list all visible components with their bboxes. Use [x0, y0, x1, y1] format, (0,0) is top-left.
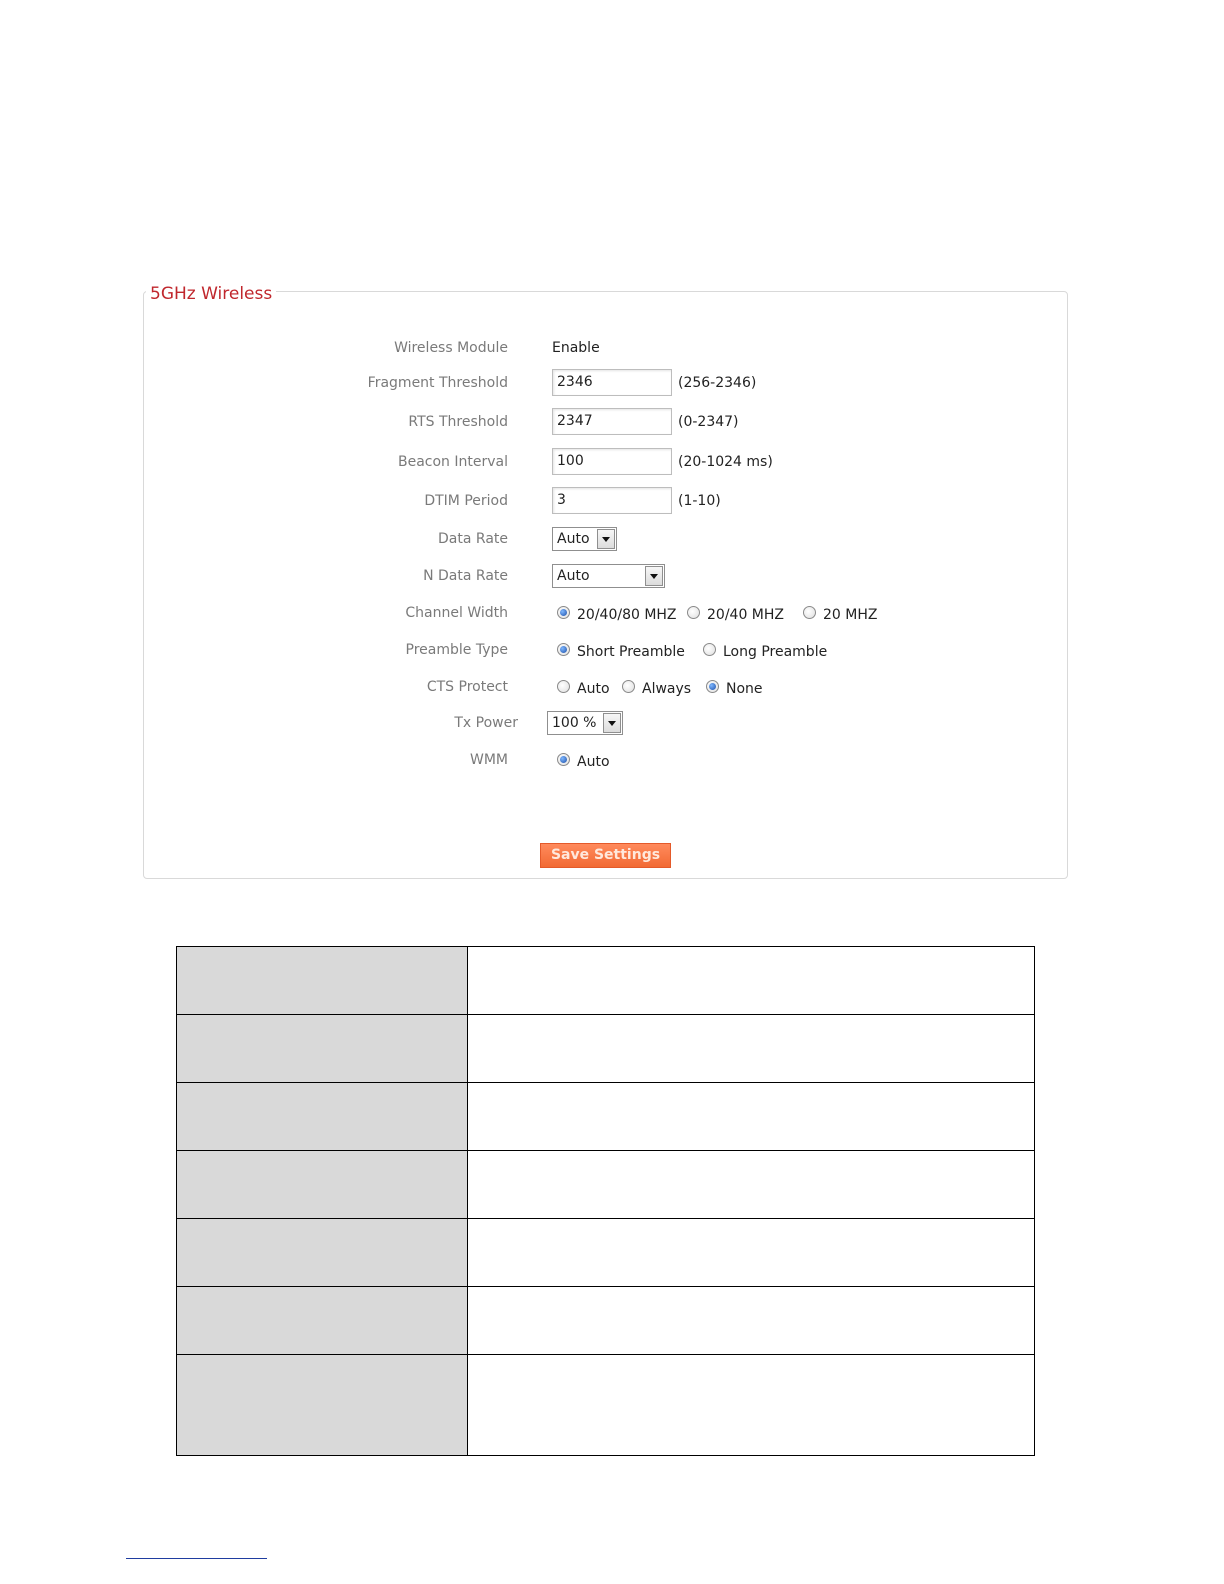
beacon-interval-input[interactable]: 100 [552, 448, 672, 475]
table-row [177, 1015, 1035, 1083]
n-data-rate-value: Auto [557, 568, 590, 584]
channel-width-option-20: 20 MHZ [823, 607, 878, 623]
fragment-threshold-input[interactable]: 2346 [552, 369, 672, 396]
dtim-period-label: DTIM Period [424, 493, 508, 509]
preamble-long-option: Long Preamble [723, 644, 828, 660]
channel-width-radio-20[interactable] [803, 606, 816, 619]
value-cell [468, 1015, 1035, 1083]
value-cell [468, 947, 1035, 1015]
chevron-down-icon[interactable] [597, 529, 615, 549]
tx-power-select[interactable] [547, 711, 623, 735]
n-data-rate-label: N Data Rate [423, 568, 508, 584]
description-table [176, 946, 1035, 1456]
preamble-type-label: Preamble Type [405, 642, 508, 658]
fragment-threshold-label: Fragment Threshold [367, 375, 508, 391]
table-row [177, 1287, 1035, 1355]
preamble-short-option: Short Preamble [577, 644, 685, 660]
tx-power-value: 100 % [552, 715, 597, 731]
cts-auto-option: Auto [577, 681, 610, 697]
rts-threshold-input[interactable]: 2347 [552, 408, 672, 435]
tx-power-label: Tx Power [454, 715, 518, 731]
dtim-period-range: (1-10) [678, 493, 721, 509]
footer-rule [126, 1558, 267, 1559]
n-data-rate-select[interactable] [552, 564, 665, 588]
panel-title: 5GHz Wireless [146, 283, 276, 305]
key-cell [177, 1219, 468, 1287]
table-row [177, 947, 1035, 1015]
table-row [177, 1355, 1035, 1456]
wireless-module-label: Wireless Module [394, 340, 508, 356]
chevron-down-icon[interactable] [645, 566, 663, 586]
preamble-long-radio[interactable] [703, 643, 716, 656]
value-cell [468, 1083, 1035, 1151]
wireless-module-value: Enable [552, 340, 600, 356]
value-cell [468, 1151, 1035, 1219]
table-row [177, 1151, 1035, 1219]
key-cell [177, 1083, 468, 1151]
channel-width-radio-40[interactable] [687, 606, 700, 619]
key-cell [177, 947, 468, 1015]
dtim-period-input[interactable]: 3 [552, 487, 672, 514]
channel-width-label: Channel Width [405, 605, 508, 621]
data-rate-select[interactable] [552, 527, 617, 551]
key-cell [177, 1287, 468, 1355]
table-row [177, 1083, 1035, 1151]
value-cell [468, 1219, 1035, 1287]
save-settings-button[interactable]: Save Settings [540, 843, 671, 868]
key-cell [177, 1015, 468, 1083]
cts-always-radio[interactable] [622, 680, 635, 693]
channel-width-option-80: 20/40/80 MHZ [577, 607, 677, 623]
key-cell [177, 1151, 468, 1219]
preamble-short-radio[interactable] [557, 643, 570, 656]
wmm-auto-radio[interactable] [557, 753, 570, 766]
wmm-label: WMM [469, 752, 508, 768]
cts-protect-label: CTS Protect [426, 679, 508, 695]
data-rate-label: Data Rate [438, 531, 508, 547]
beacon-interval-range: (20-1024 ms) [678, 454, 773, 470]
value-cell [468, 1287, 1035, 1355]
rts-threshold-label: RTS Threshold [408, 414, 508, 430]
wmm-auto-option: Auto [577, 754, 610, 770]
cts-auto-radio[interactable] [557, 680, 570, 693]
fragment-threshold-range: (256-2346) [678, 375, 757, 391]
chevron-down-icon[interactable] [603, 713, 621, 733]
data-rate-value: Auto [557, 531, 590, 547]
rts-threshold-range: (0-2347) [678, 414, 739, 430]
beacon-interval-label: Beacon Interval [398, 454, 508, 470]
cts-none-radio[interactable] [706, 680, 719, 693]
cts-always-option: Always [642, 681, 692, 697]
channel-width-option-40: 20/40 MHZ [707, 607, 784, 623]
table-row [177, 1219, 1035, 1287]
value-cell [468, 1355, 1035, 1456]
key-cell [177, 1355, 468, 1456]
channel-width-radio-80[interactable] [557, 606, 570, 619]
cts-none-option: None [726, 681, 763, 697]
